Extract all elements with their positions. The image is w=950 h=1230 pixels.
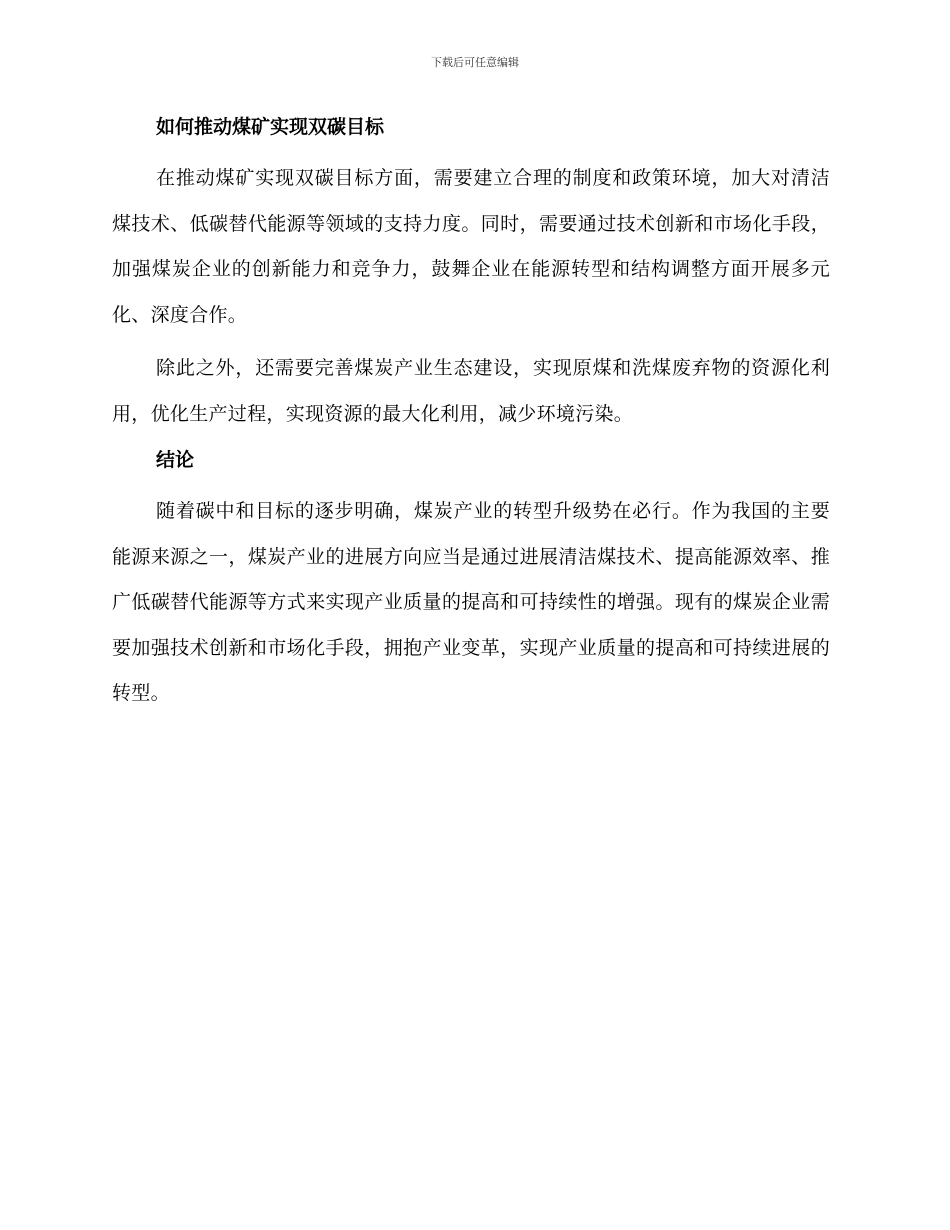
paragraph: 在推动煤矿实现双碳目标方面，需要建立合理的制度和政策环境，加大对清洁煤技术、低碳替代能源等领域的支持力度。同时，需要通过技术创新和市场化手段，加强煤炭企业的创新能力和竞争力，鼓舞企业在能源转型和结构调整方面开展多元化、深度合作。 [112, 167, 830, 326]
page-header: 下载后可任意编辑 [431, 56, 519, 69]
section-heading-conclusion: 结论 [156, 449, 195, 471]
paragraph: 随着碳中和目标的逐步明确，煤炭产业的转型升级势在必行。作为我国的主要能源来源之一，煤炭产业的进展方向应当是通过进展清洁煤技术、提高能源效率、推广低碳替代能源等方式来实现产业质量的提高和可持续性的增强。现有的煤炭企业需要加强技术创新和市场化手段，拥抱产业变革，实现产业质量的提高和可持续进展的转型。 [112, 500, 830, 704]
document-body [112, 112, 830, 725]
paragraph: 除此之外，还需要完善煤炭产业生态建设，实现原煤和洗煤废弃物的资源化利用，优化生产过程，实现资源的最大化利用，减少环境污染。 [112, 357, 830, 425]
section-heading-carbon-goals: 如何推动煤矿实现双碳目标 [156, 116, 385, 138]
